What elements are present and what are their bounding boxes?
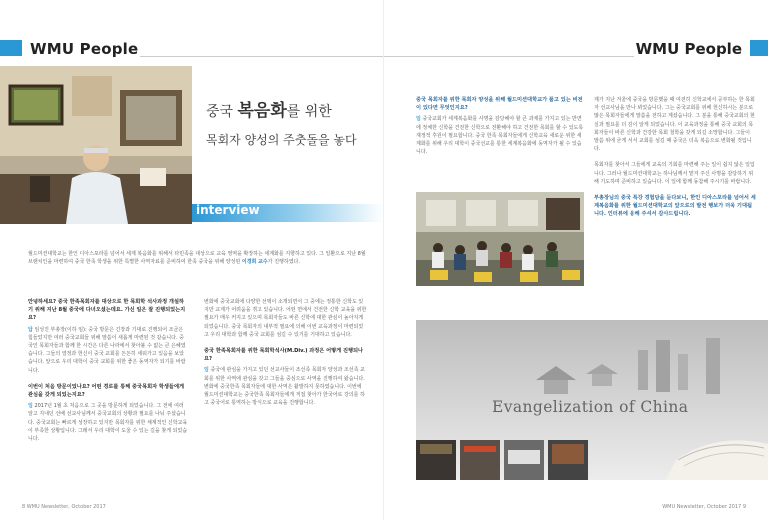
intro-name: 이경희 교수: [241, 259, 268, 266]
title-prefix: 중국: [206, 104, 238, 120]
question-2: 이번이 처음 방문이었나요? 어떤 경로를 통해 중국목회자 학생들에게 관심을 갖게 되었는지요?: [28, 383, 184, 399]
intro-text: 월드미션대학교는 한인 디아스포라를 넘어서 세계 복음화를 위해서 타민족을 대상으로 교육 영역을 확장하는 세계화를 지향하고 있다. 그 일환으로 지난 8월 브랜치인을 마련하여 중국 한족 학생을 위한 특별한 사역자료를 준비하여 한족 중국을 위해 양성된: [28, 251, 366, 266]
title-suffix: 를 위한: [286, 104, 332, 120]
header-title-left: WMU People: [30, 40, 139, 58]
title-sub: 목회자 양성의 주춧돌을 놓다: [206, 133, 357, 147]
answer-3: [204, 366, 368, 407]
evangelization-title: Evangelization of China: [492, 398, 689, 416]
header-rule: [384, 56, 634, 57]
header-accent-bar: [0, 40, 22, 56]
answer-label: 답: [28, 326, 33, 333]
paragraph: 제가 지난 겨울에 중국을 방문했을 때 여전히 신학교에서 공부하는 한 목회자 선교사님을 만나 뵈었습니다. 그는 중국교회를 위해 헌신하시는 분으로 많은 목회자들에게 말씀을 전하고 계셨습니다. 그 분을 통해 중국교회의 현실과 필요를 더 깊이 알게 되었습니다. 이 교육과정을 통해 중국 교회의 목회자들이 바른 신학과 건강한 목회 철학을 갖게 되길 소망합니다. 그들이 말씀 위에 굳게 서서 교회를 섬길 때 중국은 더욱 복음으로 변화될 것입니다.: [594, 97, 755, 153]
right-column-2: [594, 96, 756, 222]
article-title: [206, 96, 376, 148]
answer-4: [416, 115, 586, 156]
footer-left: 8 WMU Newsletter, October 2017: [22, 504, 106, 510]
footer-right: WMU Newsletter, October 2017 9: [662, 504, 746, 510]
answer-4-text: 중국교회가 세계복음화를 사명을 감당해야 할 큰 과제를 가지고 있는 반면에 정체한 신학을 건전한 신학으로 전환해야 하고 건전한 목회를 할 수 있도록 재정적 후원이 필요합니다. 중국 한족 목회자들에게 신학교육 새로운 위한 세계화를 위해 우리 대학이 중국선교를 통한 세계복음화에 동역자가 될 수 있습니다.: [416, 116, 584, 156]
question-3: 중국 한족목회자를 위한 목회학석사(M.Div.) 과정은 어떻게 진행되나요?: [204, 348, 364, 363]
answer-label: 임: [28, 403, 33, 410]
right-column-1: [416, 96, 586, 156]
interviewee-photo: [0, 66, 192, 224]
question-1: 안녕하세요? 중국 한족목회자를 대상으로 한 목회학 석사과정 개설하기 위해 지난 8월 중국에 다녀오셨는데요. 가신 일은 잘 진행되었는지요?: [28, 299, 186, 322]
answer-2: [28, 402, 188, 443]
answer-label: 임: [416, 116, 421, 123]
header-rule: [140, 56, 384, 57]
intro-text-end: 가 진행하였다.: [267, 259, 300, 266]
right-page: [384, 0, 768, 520]
title-strong: 복음화: [237, 101, 287, 121]
answer-3-text: 중국에 관심을 가지고 있던 선교사들이 조선족 목회자 양성과 조선족 교회를 위한 사역에 관심을 갖고 그들을 중심으로 사역을 진행하여 왔습니다. 변화에 중국한족 목회자들에 대한 사역은 활발하지 못하였습니다. 이번에 월드미션대학교는 중국한족 목회자들에게 직접 찾아가 한국어로 강의를 하고 중국어로 통역하는 방식으로 교육을 진행합니다.: [204, 367, 365, 407]
answer-label: 임: [204, 367, 209, 374]
interview-label: interview: [196, 203, 260, 217]
paragraph: 변화에 중국교회에 다양한 선택이 소개되면서 그 중에는 정통한 신학도 있지만 교계가 어려움을 겪고 있습니다. 어떤 면에서 건전한 신학 교육을 위한 필요가 매우 커지고 있으며 목회자들도 바른 신학에 대한 관심이 높아지게 되었습니다. 중국 목회자의 내부적 필요에 의해 이번 교육과정이 마련되었고 우리 대학과 함께 중국 교회를 섬길 수 있기를 기대하고 있습니다.: [204, 299, 367, 338]
answer-2-text: 2017년 1월 초 처음으로 그 곳을 방문하게 되었습니다. 그 전에 여러 알고 지내던 선배 선교사님께서 중국교회의 상황과 필요를 나눠 주셨습니다. 중국교회는 빠르게 성장하고 있지만 목회자를 위한 체계적인 신학교육이 부족한 상황입니다. 그래서 우리 대학이 도울 수 있는 길을 찾게 되었습니다.: [28, 403, 188, 443]
paragraph: 목회자를 찾아서 그들에게 교육의 기회를 마련해 주는 일이 쉽지 않은 일입니다. 그러나 월드미션대학교는 하나님께서 맡겨 주신 사명을 감당하기 위해 기도하며 준비하고 있습니다. 이 일에 함께 동참해 주시기를 바랍니다.: [594, 162, 755, 185]
title-main: [206, 96, 376, 121]
evangelization-collage: [416, 320, 768, 480]
closing-remark: 부총장님의 중국 특강 경험담을 듣다보니, 한인 디아스포라를 넘어서 세계복음화를 위한 월드미션대학교의 앞으로의 발전 행보가 더욱 기대됩니다. 인터뷰에 응해 주셔서 감사드립니다.: [594, 195, 756, 218]
left-column-1: [28, 298, 188, 443]
answer-1: [28, 326, 188, 375]
header-title-right: WMU People: [635, 40, 742, 58]
answer-1-text: 임성진 부총장(이하 임): 중국 방문은 긴장과 기대로 진행되어 조금은 힘들었지만 여러 중국교회들 위해 말씀이 새롭게 마련된 것 같습니다. 중국인 목회자들과 함께 한 시간은 다른 나라에서 찾아볼 수 없는 큰 은혜였습니다. 그들의 열정과 헌신이 중국 교회를 든든히 세워가고 있음을 보았습니다. 앞으로 우리 대학이 중국 교회를 위한 좋은 동역자가 되기를 바랍니다.: [28, 326, 186, 374]
header-accent-bar: [750, 40, 768, 56]
question-4: 중국 목회자를 위한 목회자 양성을 위해 월드미션대학교가 품고 있는 비전이 있다면 무엇인지요?: [416, 97, 583, 112]
left-column-2: [204, 298, 368, 407]
classroom-photo: [416, 192, 584, 286]
intro-paragraph: [28, 250, 368, 267]
